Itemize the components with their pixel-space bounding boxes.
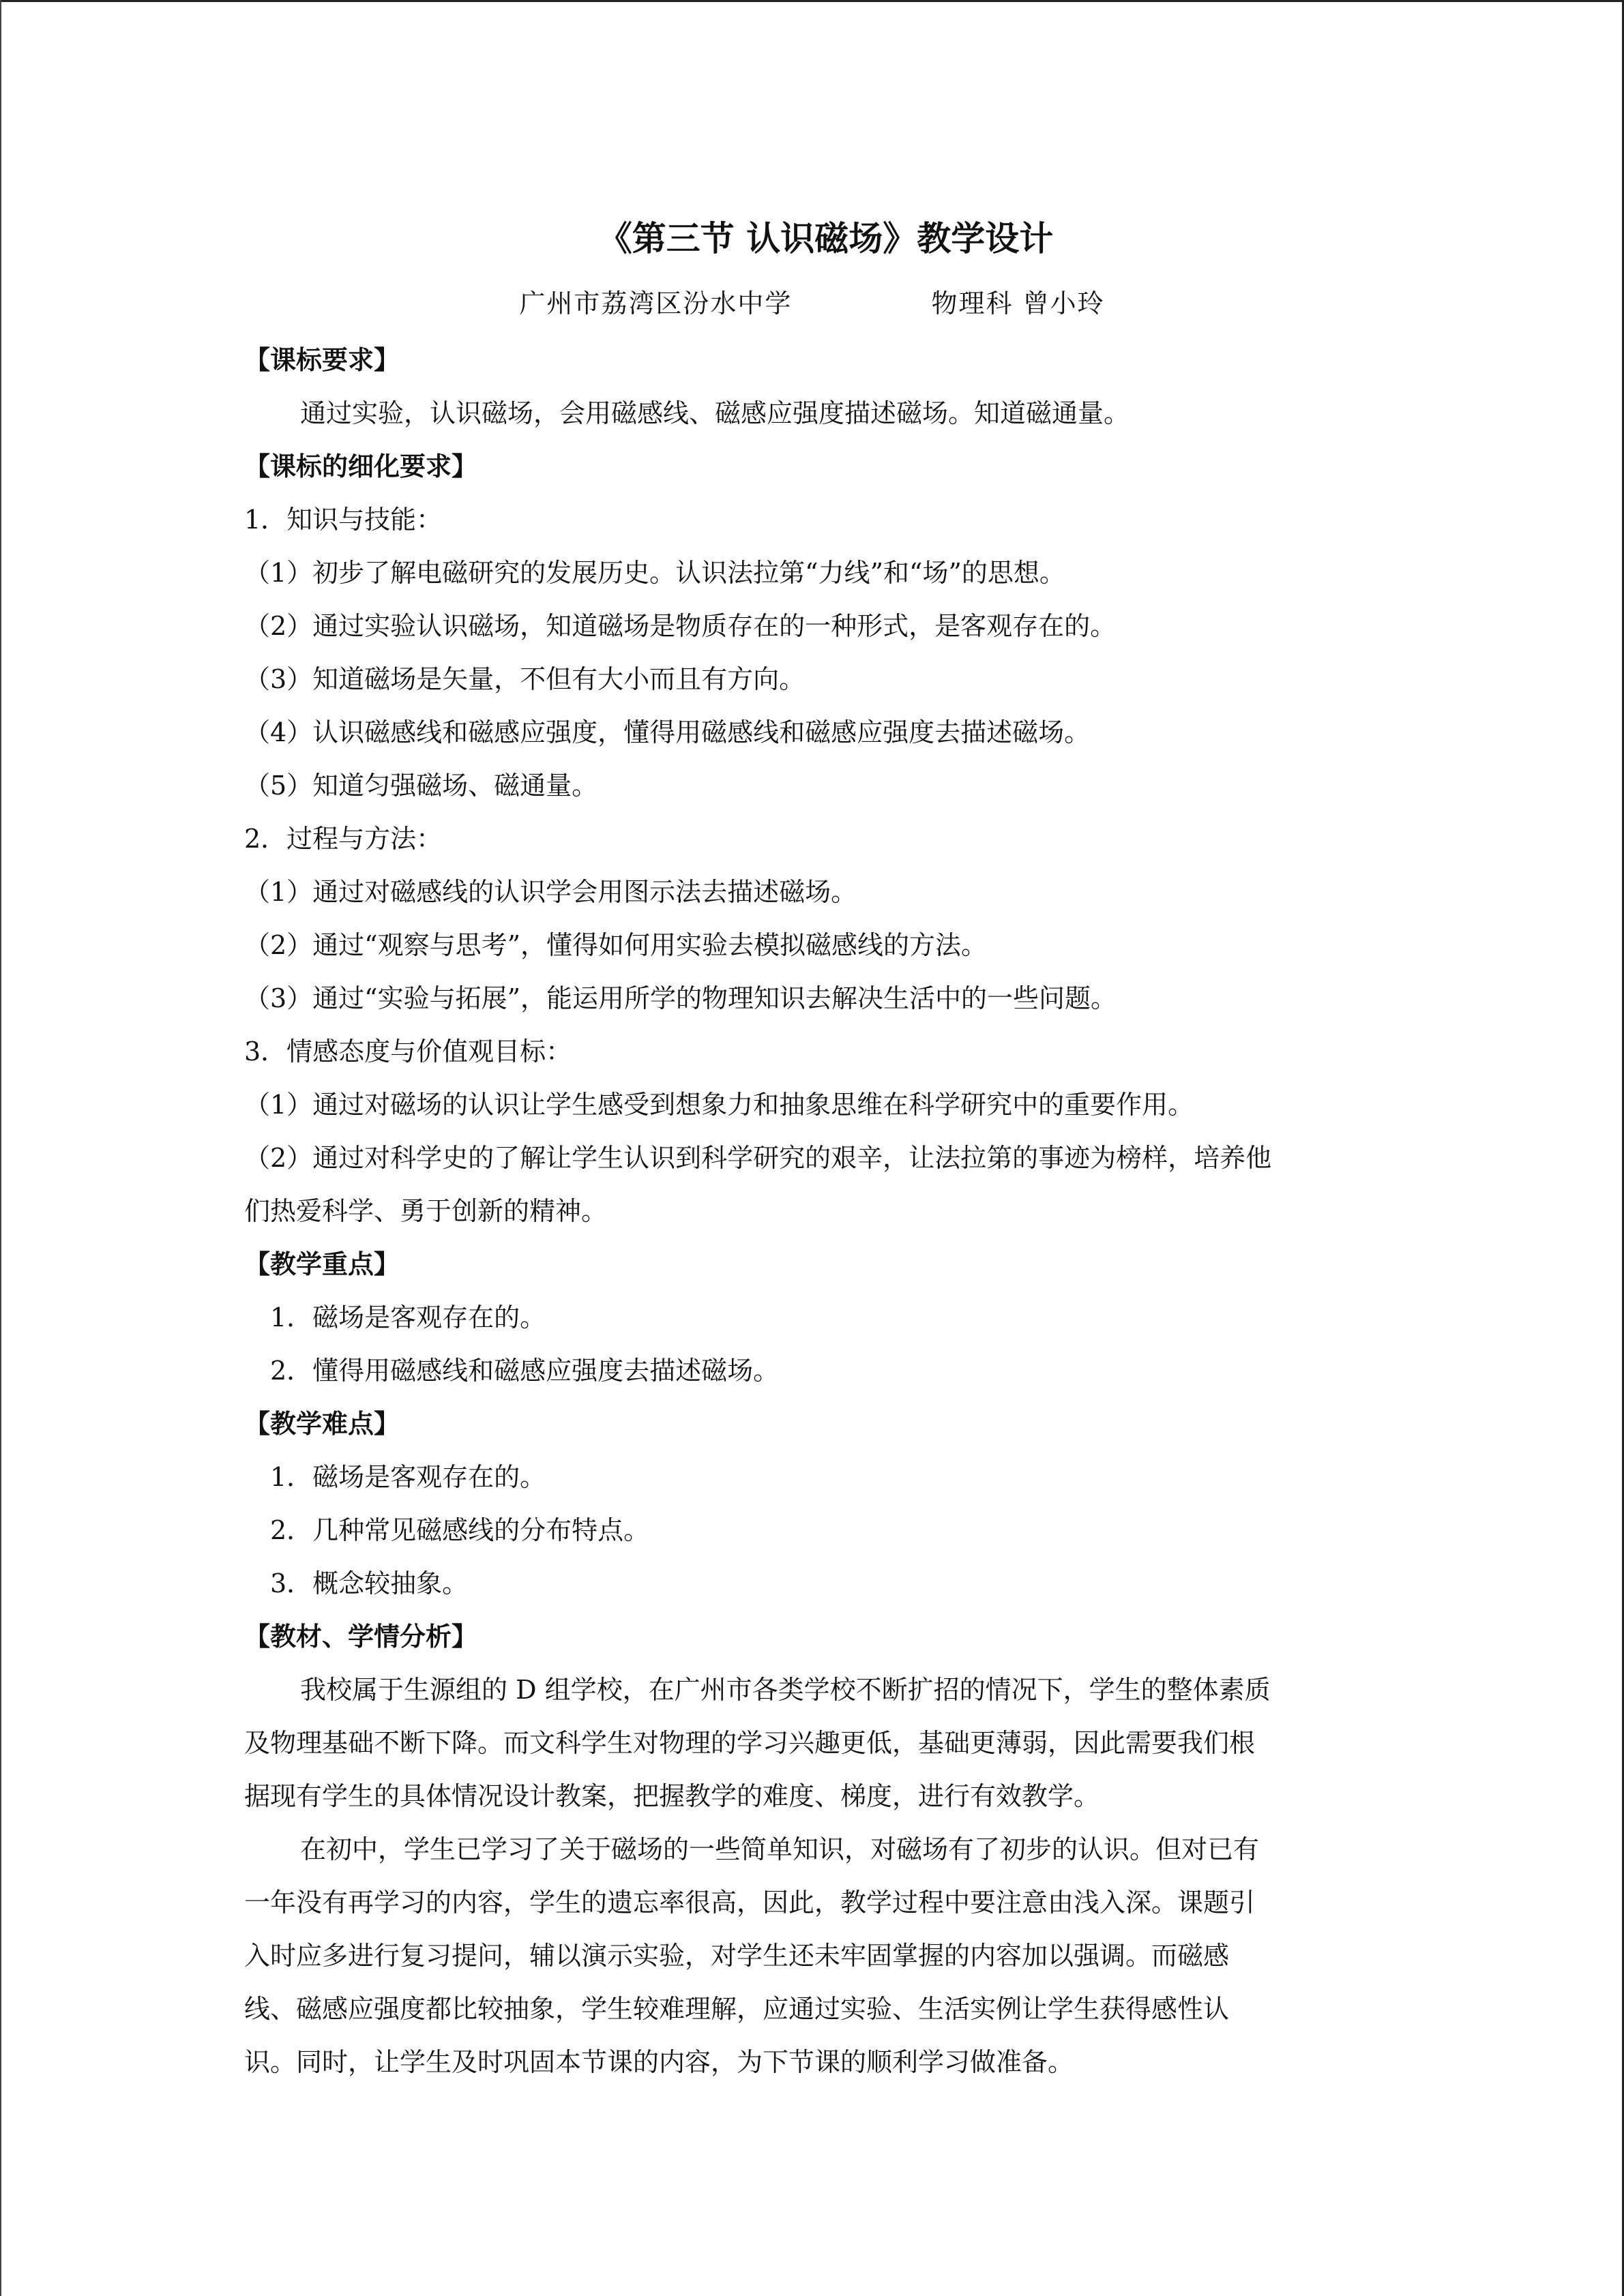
list-item: （1）通过对磁感线的认识学会用图示法去描述磁场。 (244, 877, 857, 907)
list-item: （2）通过“观察与思考”，懂得如何用实验去模拟磁感线的方法。 (244, 930, 988, 960)
analysis-paragraph-line: 一年没有再学习的内容，学生的遗忘率很高，因此，教学过程中要注意由浅入深。课题引 (244, 1888, 1256, 1918)
curriculum-text: 通过实验，认识磁场，会用磁感线、磁感应强度描述磁场。知道磁通量。 (300, 398, 1130, 428)
page-border-left (0, 0, 1, 2296)
section-heading-analysis: 【教材、学情分析】 (244, 1621, 478, 1652)
list-item: 3．概念较抽象。 (270, 1568, 469, 1598)
list-item: 1．磁场是客观存在的。 (270, 1462, 546, 1492)
analysis-paragraph-line: 入时应多进行复习提问，辅以演示实验，对学生还未牢固掌握的内容加以强调。而磁感 (244, 1941, 1230, 1971)
list-item: （3）通过“实验与拓展”，能运用所学的物理知识去解决生活中的一些问题。 (244, 983, 1117, 1013)
author-name: 物理科 曾小玲 (931, 288, 1105, 318)
analysis-paragraph-line: 我校属于生源组的 D 组学校，在广州市各类学校不断扩招的情况下，学生的整体素质 (300, 1675, 1271, 1705)
list-item-continuation: 们热爱科学、勇于创新的精神。 (244, 1196, 608, 1226)
document-body (244, 208, 1380, 2089)
section-heading-detailed: 【课标的细化要求】 (244, 451, 478, 481)
knowledge-title: 1．知识与技能： (244, 505, 443, 535)
list-item: 2．几种常见磁感线的分布特点。 (270, 1515, 650, 1545)
list-item: （2）通过对科学史的了解让学生认识到科学研究的艰辛，让法拉第的事迹为榜样，培养他 (244, 1143, 1272, 1173)
section-heading-key-points: 【教学重点】 (244, 1249, 400, 1279)
analysis-paragraph-line: 识。同时，让学生及时巩固本节课的内容，为下节课的顺利学习做准备。 (244, 2047, 1074, 2077)
process-title: 2．过程与方法： (244, 824, 443, 854)
section-heading-curriculum: 【课标要求】 (244, 344, 400, 375)
list-item: 1．磁场是客观存在的。 (270, 1302, 546, 1332)
list-item: （1）初步了解电磁研究的发展历史。认识法拉第“力线”和“场”的思想。 (244, 558, 1065, 588)
list-item: 2．懂得用磁感线和磁感应强度去描述磁场。 (270, 1356, 780, 1386)
list-item: （3）知道磁场是矢量，不但有大小而且有方向。 (244, 664, 806, 694)
section-heading-difficulties: 【教学难点】 (244, 1408, 400, 1439)
list-item: （5）知道匀强磁场、磁通量。 (244, 771, 598, 801)
school-name: 广州市荔湾区汾水中学 (519, 288, 793, 318)
attitude-title: 3．情感态度与价值观目标： (244, 1037, 572, 1067)
analysis-paragraph-line: 及物理基础不断下降。而文科学生对物理的学习兴趣更低，基础更薄弱，因此需要我们根 (244, 1728, 1256, 1758)
list-item: （2）通过实验认识磁场，知道磁场是物质存在的一种形式，是客观存在的。 (244, 611, 1117, 641)
document-title: 《第三节 认识磁场》教学设计 (597, 218, 1054, 258)
analysis-paragraph-line: 据现有学生的具体情况设计教案，把握教学的难度、梯度，进行有效教学。 (244, 1781, 1100, 1811)
list-item: （4）认识磁感线和磁感应强度，懂得用磁感线和磁感应强度去描述磁场。 (244, 717, 1091, 747)
document-byline (244, 283, 1380, 324)
analysis-paragraph-line: 在初中，学生已学习了关于磁场的一些简单知识，对磁场有了初步的认识。但对已有 (300, 1834, 1260, 1864)
analysis-paragraph-line: 线、磁感应强度都比较抽象，学生较难理解，应通过实验、生活实例让学生获得感性认 (244, 1994, 1230, 2024)
list-item: （1）通过对磁场的认识让学生感受到想象力和抽象思维在科学研究中的重要作用。 (244, 1090, 1194, 1120)
page-border-top (0, 0, 1624, 2)
